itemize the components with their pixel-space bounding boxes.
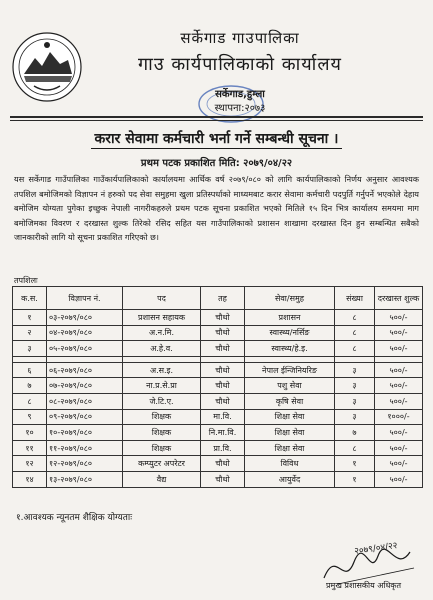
cell-level: प्रा.वि.	[201, 440, 245, 456]
cell-fee: ५००/-	[375, 362, 423, 378]
cell-ad-number: ०८-२०७९/०८०	[47, 393, 123, 409]
cell-count: ७	[335, 425, 375, 441]
cell-count: ८	[335, 440, 375, 456]
table-row	[13, 325, 423, 341]
cell-serial: १२	[13, 456, 47, 472]
cell-post: ना.प्र.से.प्रा	[123, 378, 201, 394]
cell-level: चौथो	[201, 341, 245, 357]
cell-count: ३	[335, 378, 375, 394]
col-header-fee: दरखास्त शुल्क	[375, 287, 423, 310]
signature-date: २०७९/०४/२२	[353, 541, 399, 557]
cell-service-group: पशु सेवा	[245, 378, 335, 394]
table-row	[13, 393, 423, 409]
cell-post: वैद्य	[123, 471, 201, 487]
office-location: सर्केगाड,हुम्ला	[215, 89, 265, 100]
established-year: स्थापना:२०७३	[214, 103, 266, 114]
cell-serial: ६	[13, 362, 47, 378]
cell-serial: ८	[13, 393, 47, 409]
cell-serial: ९	[13, 409, 47, 425]
cell-service-group: स्वास्थ्य/हे.इ.	[245, 341, 335, 357]
cell-ad-number: ०५-२०७९/०८०	[47, 341, 123, 357]
cell-service-group: नेपाल ईन्जिनियरिङ	[245, 362, 335, 378]
cell-serial: १	[13, 310, 47, 326]
signatory-title: प्रमुख प्रशासकीय अधिकृत	[326, 581, 402, 590]
vacancy-table	[12, 286, 423, 488]
cell-level: नि.मा.वि.	[201, 425, 245, 441]
cell-ad-number: ०३-२०७९/०८०	[47, 310, 123, 326]
cell-level: चौथो	[201, 393, 245, 409]
cell-level: चौथो	[201, 362, 245, 378]
notice-title	[0, 129, 433, 148]
cell-service-group: प्रशासन	[245, 310, 335, 326]
cell-service-group: शिक्षा सेवा	[245, 409, 335, 425]
cell-ad-number: १३-२०७९/०८०	[47, 471, 123, 487]
nepal-emblem-icon	[10, 30, 84, 104]
notice-body: यस सर्केगाड गाउँपालिका गाउँकार्यपालिकाको कार्यालयमा आर्थिक वर्ष २०७९/०८० को लागि कार्यपालिकाको निर्णय अनुसार आवश्यक तपशिल बमोजिमको विज्ञापन नं हरुको पद सेवा समुहमा खुला प्रतिस्पर्धाको माध्यमबाट करार सेवामा कर्मचारी पदपुर्ति गर्नुपर्ने भएकोले देहाय बमोजिम योग्यता पुगेका इच्छुक नेपाली नागरीकहरुले प्रथम पटक सूचना प्रकाशित भएको मितिले १५ दिन भित्र कार्यालय समयमा माग बमोजिमका विवरण र दरखास्त शुल्क तिरेको रसिद सहित यस गाउँपालिकाको प्रशासन शाखामा दरखास्त दिन हुन सम्बन्धित सबैको जानकारीको लागि यो सूचना प्रकाशित गरिएको छ।	[14, 174, 419, 242]
table-row	[13, 425, 423, 441]
col-header-post: पद	[123, 287, 201, 310]
cell-post: अ.न.मि.	[123, 325, 201, 341]
qualification-note: १.आवश्यक न्यूनतम शैक्षिक योग्यताः	[16, 513, 133, 523]
cell-count: ८	[335, 325, 375, 341]
municipality-name: सर्केगाड गाउपालिका	[180, 29, 300, 47]
cell-fee: ५००/-	[375, 310, 423, 326]
cell-level: मा.वि.	[201, 409, 245, 425]
col-header-serial: क.स.	[13, 287, 47, 310]
cell-serial: २	[13, 325, 47, 341]
cell-ad-number: ०७-२०७९/०८०	[47, 378, 123, 394]
header-divider	[10, 116, 423, 118]
cell-ad-number: १२-२०७९/०८०	[47, 456, 123, 472]
cell-post: शिक्षक	[123, 440, 201, 456]
col-header-ad-number: विज्ञापन नं.	[47, 287, 123, 310]
cell-ad-number: ०६-२०७९/०८०	[47, 362, 123, 378]
table-header-row	[13, 287, 423, 310]
cell-fee: ५००/-	[375, 471, 423, 487]
cell-count: ८	[335, 310, 375, 326]
cell-count: ३	[335, 393, 375, 409]
cell-serial: १०	[13, 425, 47, 441]
cell-fee: १०००/-	[375, 409, 423, 425]
cell-level: चौथो	[201, 378, 245, 394]
cell-count: ३	[335, 362, 375, 378]
cell-fee: ५००/-	[375, 440, 423, 456]
cell-level: चौथो	[201, 325, 245, 341]
header-divider-thin	[10, 120, 423, 121]
cell-count: १	[335, 471, 375, 487]
cell-service-group: स्वास्थ्य/नर्सिङ	[245, 325, 335, 341]
cell-level: चौथो	[201, 456, 245, 472]
cell-service-group: आयुर्वेद	[245, 471, 335, 487]
cell-service-group: विविध	[245, 456, 335, 472]
cell-serial: ७	[13, 378, 47, 394]
cell-serial: ११	[13, 440, 47, 456]
cell-post: शिक्षक	[123, 425, 201, 441]
cell-post: प्रशासन सहायक	[123, 310, 201, 326]
office-name: गाउ कार्यपालिकाको कार्यालय	[138, 54, 342, 75]
cell-service-group: शिक्षा सेवा	[245, 425, 335, 441]
cell-level: चौथो	[201, 310, 245, 326]
table-row	[13, 440, 423, 456]
cell-fee: ५००/-	[375, 456, 423, 472]
cell-service-group: कृषि सेवा	[245, 393, 335, 409]
cell-ad-number: १०-२०७९/०८०	[47, 425, 123, 441]
cell-count: ८	[335, 341, 375, 357]
cell-post: कम्प्युटर अपरेटर	[123, 456, 201, 472]
table-row	[13, 378, 423, 394]
cell-ad-number: ०९-२०७९/०८०	[47, 409, 123, 425]
cell-service-group: शिक्षा सेवा	[245, 440, 335, 456]
table-row	[13, 409, 423, 425]
cell-post: अ.स.इ.	[123, 362, 201, 378]
table-row	[13, 471, 423, 487]
cell-post: शिक्षक	[123, 409, 201, 425]
table-row	[13, 310, 423, 326]
details-label: तपशिलः	[14, 276, 38, 285]
col-header-service-group: सेवा/समुह	[245, 287, 335, 310]
cell-post: जे.टि.ए.	[123, 393, 201, 409]
notice-title-text: करार सेवामा कर्मचारी भर्ना गर्ने सम्बन्धी सूचना ।	[91, 131, 343, 149]
cell-fee: ५००/-	[375, 341, 423, 357]
cell-count: ३	[335, 409, 375, 425]
cell-ad-number: ११-२०७९/०८०	[47, 440, 123, 456]
table-row	[13, 341, 423, 357]
table-row	[13, 362, 423, 378]
cell-fee: ५००/-	[375, 378, 423, 394]
cell-serial: ३	[13, 341, 47, 357]
cell-post: अ.हे.व.	[123, 341, 201, 357]
cell-ad-number: ०४-२०७९/०८०	[47, 325, 123, 341]
col-header-count: संख्या	[335, 287, 375, 310]
cell-level: चौथो	[201, 471, 245, 487]
cell-fee: ५००/-	[375, 425, 423, 441]
cell-serial: १४	[13, 471, 47, 487]
col-header-level: तह	[201, 287, 245, 310]
publish-date: प्रथम पटक प्रकाशित मिति: २०७९/०४/२२	[140, 158, 293, 169]
cell-fee: ५००/-	[375, 325, 423, 341]
cell-fee: ५००/-	[375, 393, 423, 409]
table-row	[13, 456, 423, 472]
cell-count: १	[335, 456, 375, 472]
